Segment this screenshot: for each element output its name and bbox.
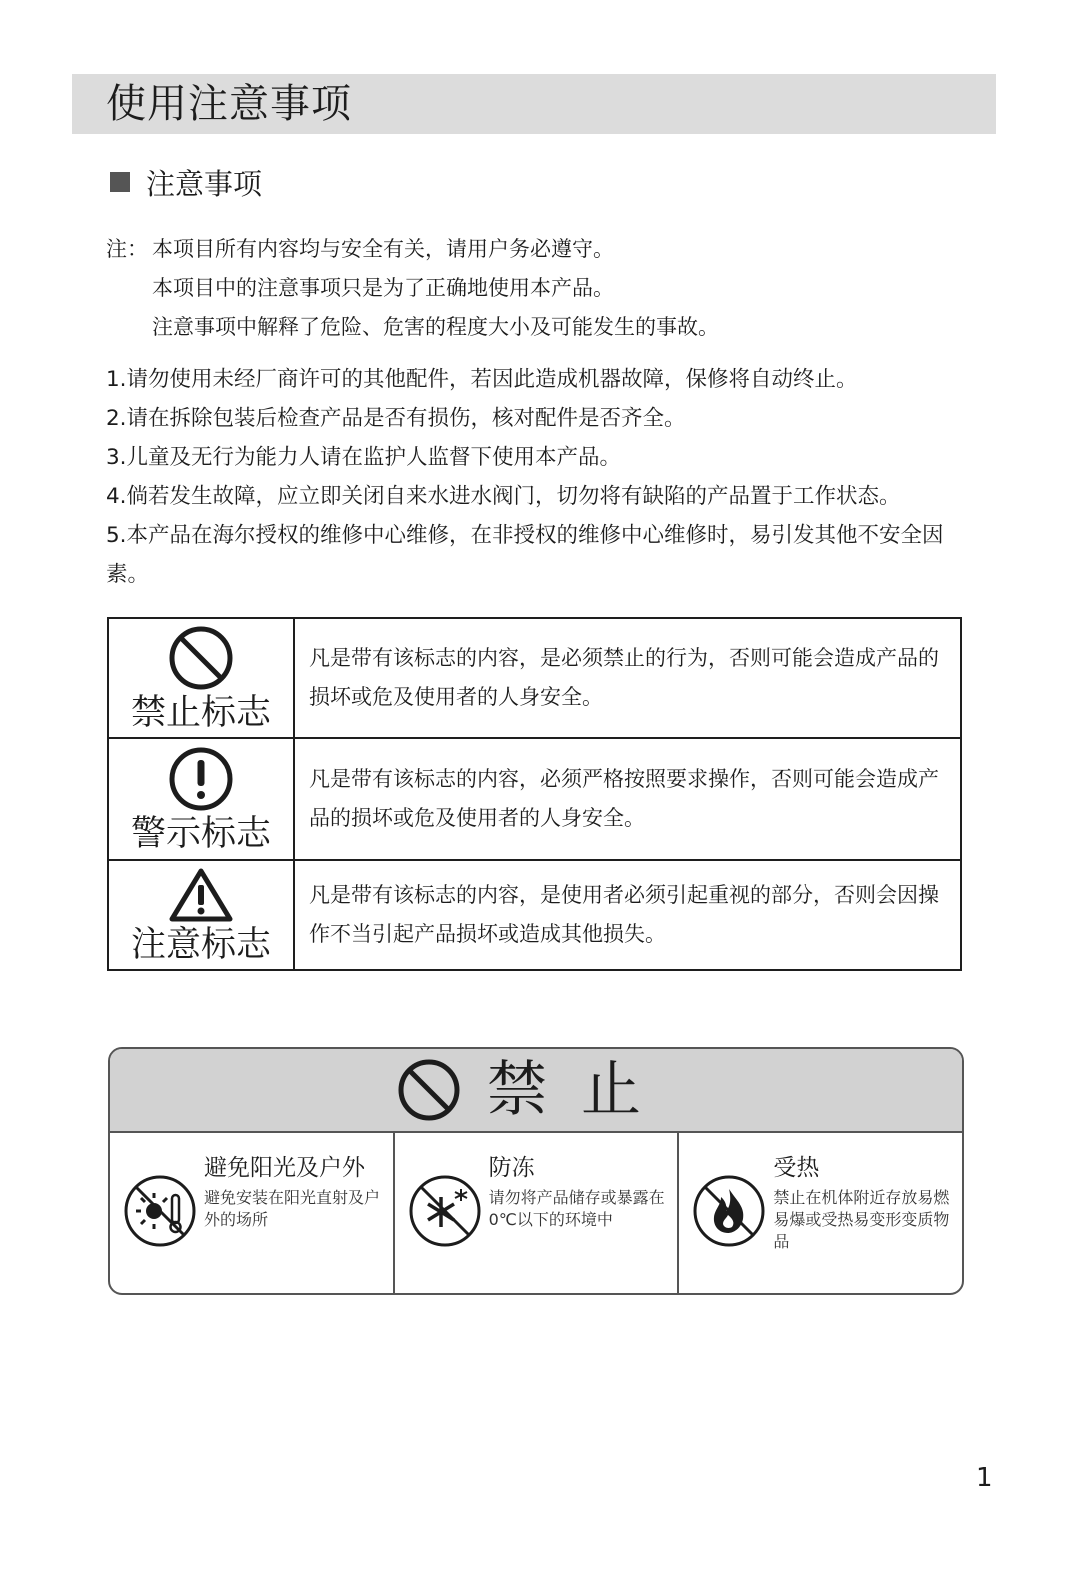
prohibited-item-desc: 请勿将产品储存或暴露在0℃以下的环境中 <box>488 1188 665 1229</box>
note-line: 本项目中的注意事项只是为了正确地使用本产品。 <box>152 276 614 300</box>
prohibition-icon <box>168 625 234 691</box>
note-line: 本项目所有内容均与安全有关，请用户务必遵守。 <box>152 237 614 261</box>
list-item: 3.儿童及无行为能力人请在监护人监督下使用本产品。 <box>106 445 622 470</box>
prohibited-item-title: 受热 <box>773 1155 820 1181</box>
no-sunlight-icon <box>122 1173 198 1249</box>
prohibited-item-desc: 避免安装在阳光直射及户外的场所 <box>204 1188 381 1229</box>
prohibited-item-title: 防冻 <box>488 1155 535 1181</box>
list-item: 4.倘若发生故障，应立即关闭自来水进水阀门，切勿将有缺陷的产品置于工作状态。 <box>106 484 901 509</box>
list-item: 5.本产品在海尔授权的维修中心维修，在非授权的维修中心维修时，易引发其他不安全因素。 <box>106 523 944 587</box>
warning-triangle-icon <box>168 867 234 923</box>
prohibited-item <box>393 1133 678 1293</box>
sign-description: 凡是带有该标志的内容，是必须禁止的行为，否则可能会造成产品的损坏或危及使用者的人身安全。 <box>294 618 961 738</box>
list-item: 2.请在拆除包装后检查产品是否有损伤，核对配件是否齐全。 <box>106 406 686 431</box>
table-row <box>108 738 961 860</box>
page-title: 使用注意事项 <box>106 81 352 127</box>
sign-label: 警示标志 <box>130 814 271 854</box>
title-bar <box>72 74 996 134</box>
sign-label: 禁止标志 <box>130 693 271 733</box>
page-number: 1 <box>976 1463 993 1493</box>
sign-symbol-cell <box>108 738 294 860</box>
prohibited-item <box>677 1133 962 1293</box>
no-heat-icon <box>691 1173 767 1249</box>
table-row <box>108 860 961 970</box>
prohibited-panel <box>108 1047 964 1295</box>
precaution-list <box>106 360 986 594</box>
prohibited-items <box>110 1133 962 1293</box>
no-freezing-icon <box>407 1173 483 1249</box>
sign-symbol-cell <box>108 618 294 738</box>
square-bullet-icon <box>110 172 130 192</box>
sign-description: 凡是带有该标志的内容，是使用者必须引起重视的部分，否则会因操作不当引起产品损坏或造成其他损失。 <box>294 860 961 970</box>
sign-symbol-cell <box>108 860 294 970</box>
notes-block <box>106 230 719 347</box>
table-row <box>108 618 961 738</box>
sign-legend-table <box>107 617 962 971</box>
exclamation-circle-icon <box>168 746 234 812</box>
note-line: 注意事项中解释了危险、危害的程度大小及可能发生的事故。 <box>152 315 719 339</box>
prohibited-item <box>110 1133 393 1293</box>
section-heading <box>110 162 262 202</box>
prohibited-item-title: 避免阳光及户外 <box>204 1155 365 1181</box>
list-item: 1.请勿使用未经厂商许可的其他配件，若因此造成机器故障，保修将自动终止。 <box>106 367 858 392</box>
notes-label: 注： <box>106 237 148 261</box>
prohibited-panel-header <box>110 1049 962 1133</box>
prohibition-icon <box>397 1058 461 1122</box>
prohibited-item-desc: 禁止在机体附近存放易燃易爆或受热易变形变质物品 <box>773 1188 950 1251</box>
prohibited-heading: 禁止 <box>487 1055 675 1125</box>
section-heading-text: 注意事项 <box>146 166 263 201</box>
sign-description: 凡是带有该标志的内容，必须严格按照要求操作，否则可能会造成产品的损坏或危及使用者的人身安全。 <box>294 738 961 860</box>
sign-label: 注意标志 <box>130 925 271 965</box>
